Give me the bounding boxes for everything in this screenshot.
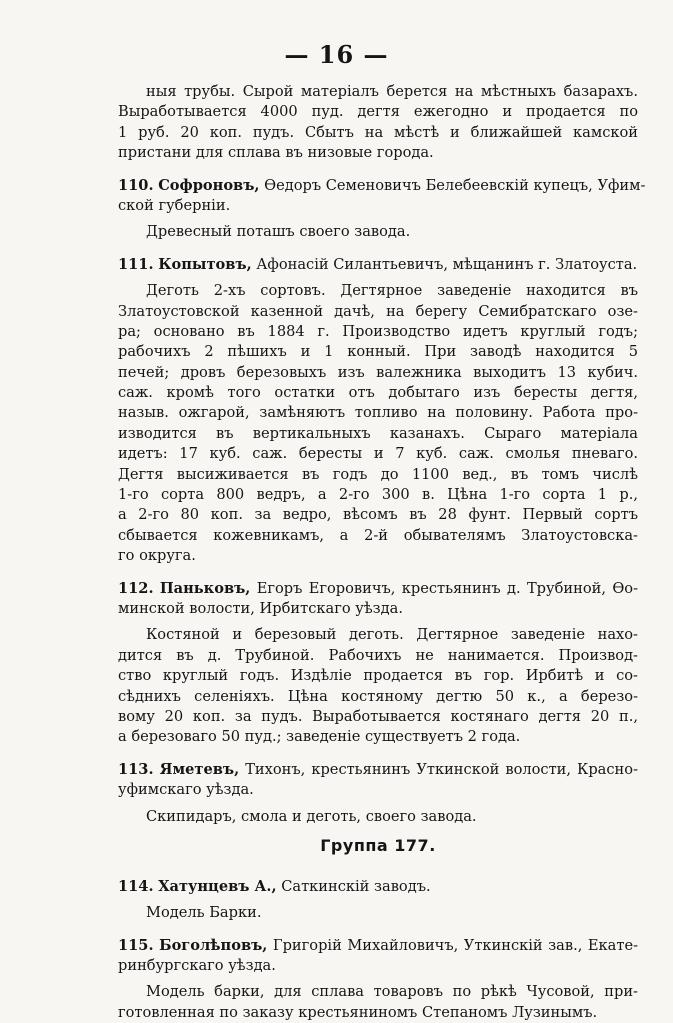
entry-description-line: ра; основано въ 1884 г. Производство идетъ круглый годъ;: [118, 322, 638, 340]
entry-number: 114.: [118, 877, 154, 895]
entry-description-line: а 2-го 80 коп. за ведро, вѣсомъ въ 28 фунт. Первый сортъ: [118, 506, 638, 524]
entry-name: Паньковъ,: [159, 579, 251, 597]
entry-header-text: Саткинскій заводъ.: [281, 877, 431, 895]
entry-name: Софроновъ,: [158, 176, 260, 194]
entry-description-line: готовленная по заказу крестьяниномъ Степаномъ Лузинымъ.: [118, 1003, 598, 1021]
entry-description-line: изводится въ вертикальныхъ казанахъ. Сыраго матеріала: [118, 424, 638, 442]
entry-number: 111.: [118, 255, 154, 273]
entry-header-line: [118, 760, 638, 780]
entry-description-line: а березоваго 50 пуд.; заведеніе существуетъ 2 года.: [118, 728, 521, 746]
text-line: Выработывается 4000 пуд. дегтя ежегодно и продается по: [118, 103, 638, 121]
catalog-entry: [118, 865, 638, 924]
entry-description-line: вому 20 коп. за пудъ. Выработывается костянаго дегтя 20 п.,: [118, 707, 638, 725]
entry-description-line: Модель Барки.: [146, 904, 262, 922]
entry-description-line: сѣднихъ селеніяхъ. Цѣна костяному дегтю 50 к., а березо-: [118, 687, 638, 705]
catalog-entry: [118, 567, 638, 748]
entry-header-line: [118, 176, 646, 196]
entry-header-text: Тихонъ, крестьянинъ Уткинской волости, Красно-: [245, 760, 639, 778]
text-line: ныя трубы. Сырой матеріалъ берется на мѣстныхъ базарахъ.: [146, 83, 638, 100]
entry-name: Хатунцевъ А.,: [158, 877, 277, 895]
entry-header-text: Ѳедоръ Семеновичъ Белебеевскій купецъ, Уфим-: [264, 176, 646, 194]
catalog-entry: [118, 243, 638, 567]
entry-header-text: Афонасій Силантьевичъ, мѣщанинъ г. Златоуста.: [256, 255, 638, 273]
entry-description-line: дится въ д. Трубиной. Рабочихъ не нанимается. Производ-: [118, 646, 638, 664]
entry-description-line: сбывается кожевникамъ, а 2-й обывателямъ Златоустовска-: [118, 526, 638, 544]
entry-description-line: ство круглый годъ. Издѣліе продается въ гор. Ирбитѣ и со-: [118, 667, 638, 685]
group-title: Группа 177.: [320, 835, 436, 855]
entry-header-line: [118, 877, 638, 897]
entry-description-line: Дегтя высиживается въ годъ до 1100 вед., въ томъ числѣ: [118, 465, 638, 483]
entry-description-line: идетъ: 17 куб. саж. бересты и 7 куб. саж. смолья пневаго.: [118, 445, 638, 463]
catalog-entry: [118, 924, 638, 1023]
catalog-entry: [118, 748, 638, 827]
entry-number: 112.: [118, 579, 154, 597]
entry-header-line: уфимскаго уѣзда.: [118, 781, 254, 799]
text-line: 1 руб. 20 коп. пудъ. Сбытъ на мѣстѣ и ближайшей камской: [118, 123, 638, 141]
entry-header-line: минской волости, Ирбитскаго уѣзда.: [118, 599, 403, 617]
entry-description-line: Златоустовской казенной дачѣ, на берегу Семибратскаго озе-: [118, 302, 638, 320]
entry-header-line: [118, 579, 638, 599]
entry-description-line: Деготь 2-хъ сортовъ. Дегтярное заведеніе находится въ: [146, 282, 638, 300]
entry-name: Яметевъ,: [159, 760, 240, 778]
entry-header-line: [118, 936, 638, 956]
catalog-entry: [118, 164, 646, 243]
entry-description-line: го округа.: [118, 547, 196, 565]
entry-description-line: саж. кромѣ того остатки отъ добытаго изъ бересты дегтя,: [118, 384, 638, 402]
entry-header-text: Егоръ Егоровичъ, крестьянинъ д. Трубиной, Ѳо-: [256, 579, 638, 597]
entry-description-line: рабочихъ 2 пѣшихъ и 1 конный. При заводѣ находится 5: [118, 343, 638, 361]
entry-description-line: Костяной и березовый деготь. Дегтярное заведеніе нахо-: [146, 626, 638, 644]
intro-paragraph: [118, 82, 638, 164]
entry-header-line: ринбургскаго уѣзда.: [118, 957, 276, 975]
entry-number: 115.: [118, 936, 154, 954]
entry-description-line: назыв. ожгарой, замѣняютъ топливо на половину. Работа про-: [118, 404, 638, 422]
entry-name: Копытовъ,: [158, 255, 252, 273]
entries-list: [118, 164, 646, 827]
text-line: пристани для сплава въ низовые города.: [118, 144, 434, 162]
entry-header-line: [118, 255, 638, 275]
entry-name: Боголѣповъ,: [159, 936, 268, 954]
page-body: [118, 82, 646, 1023]
entry-header-text: Григорій Михайловичъ, Уткинскій зав., Екате-: [272, 936, 639, 954]
entry-description-line: Модель барки, для сплава товаровъ по рѣкѣ Чусовой, при-: [146, 983, 638, 1001]
entry-description-line: Скипидаръ, смола и деготь, своего завода.: [146, 807, 477, 825]
entry-description-line: печей; дровъ березовыхъ изъ валежника выходитъ 13 кубич.: [118, 363, 638, 381]
entry-number: 113.: [118, 760, 154, 778]
entry-description-line: 1-го сорта 800 ведръ, а 2-го 300 в. Цѣна 1-го сорта 1 р.,: [118, 486, 638, 504]
entry-number: 110.: [118, 176, 154, 194]
page-number: — 16 —: [284, 40, 389, 69]
entry-description-line: Древесный поташъ своего завода.: [146, 223, 411, 241]
group-entries-list: [118, 865, 638, 1023]
entry-header-line: ской губерніи.: [118, 196, 231, 214]
